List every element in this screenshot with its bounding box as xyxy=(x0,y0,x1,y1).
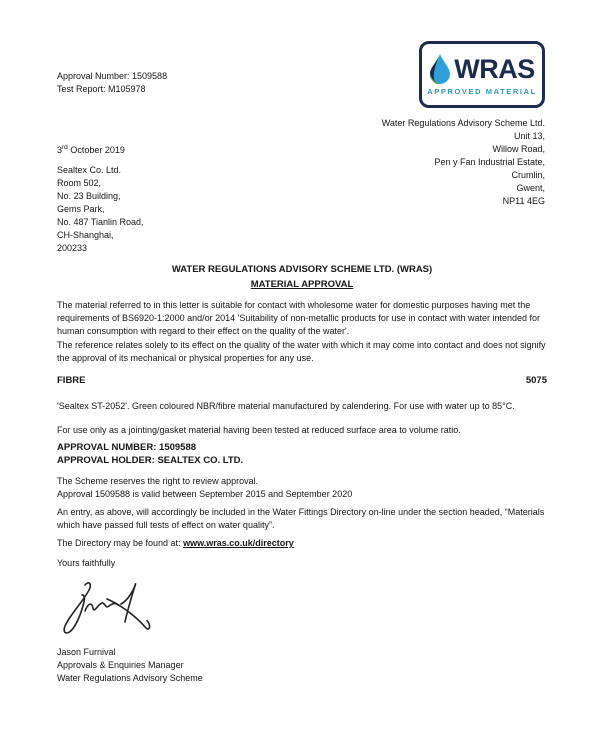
material-description: 'Sealtex ST-2052'. Green coloured NBR/fibre material manufactured by calendering. For use with water up to 85°C. xyxy=(57,401,515,411)
material-row xyxy=(57,374,547,387)
wras-approved-material-logo xyxy=(419,41,545,108)
closing-salutation: Yours faithfully xyxy=(57,558,116,568)
review-rights-line: The Scheme reserves the right to review approval. xyxy=(57,476,259,486)
title-line-1: WATER REGULATIONS ADVISORY SCHEME LTD. (WRAS) xyxy=(171,264,433,275)
sender-address-line: NP11 4EG xyxy=(502,196,545,206)
recipient-address-line: 200233 xyxy=(57,243,88,253)
water-drop-icon xyxy=(429,53,451,85)
approval-block xyxy=(57,441,243,467)
sender-address xyxy=(382,117,545,208)
approval-holder-bold-line: APPROVAL HOLDER: SEALTEX CO. LTD. xyxy=(57,455,244,466)
sender-address-line: Pen y Fan Industrial Estate, xyxy=(434,157,545,167)
recipient-address-line: Sealtex Co. Ltd. xyxy=(57,165,122,175)
recipient-address-line: Room 502, xyxy=(57,178,102,188)
sender-address-line: Crumlin, xyxy=(511,170,545,180)
sender-address-line: Unit 13, xyxy=(513,131,545,141)
approval-number-line: Approval Number: 1509588 xyxy=(57,71,168,81)
signatory-title: Approvals & Enquiries Manager xyxy=(57,660,184,670)
approval-number-bold-line: APPROVAL NUMBER: 1509588 xyxy=(57,442,197,453)
test-report-line: Test Report: M105978 xyxy=(57,84,146,94)
signatory-name: Jason Furnival xyxy=(57,647,116,657)
recipient-address xyxy=(57,164,144,255)
material-name: FIBRE xyxy=(57,375,86,386)
logo-brand-text: WRAS xyxy=(454,53,535,84)
title-line-2: MATERIAL APPROVAL xyxy=(250,279,354,290)
directory-url-link[interactable]: www.wras.co.uk/directory xyxy=(183,538,294,548)
signatory-org: Water Regulations Advisory Scheme xyxy=(57,673,203,683)
recipient-address-line: Gems Park, xyxy=(57,204,105,214)
recipient-address-line: CH-Shanghai, xyxy=(57,230,114,240)
material-usage-note: For use only as a jointing/gasket material having been tested at reduced surface area to volume ratio. xyxy=(57,425,461,435)
directory-prefix: The Directory may be found at: xyxy=(57,538,181,548)
date-day: 3 xyxy=(57,145,63,155)
validity-line: Approval 1509588 is valid between September 2015 and September 2020 xyxy=(57,489,353,499)
signature-image xyxy=(55,578,159,640)
sender-address-line: Willow Road, xyxy=(492,144,545,154)
date-rest: October 2019 xyxy=(70,145,125,155)
logo-tagline-text: APPROVED MATERIAL xyxy=(427,87,537,96)
letter-date xyxy=(57,144,125,157)
recipient-address-line: No. 23 Building, xyxy=(57,191,121,201)
review-block xyxy=(57,475,352,501)
letter-title xyxy=(0,262,604,292)
sender-address-line: Gwent, xyxy=(516,183,545,193)
signatory-block xyxy=(57,646,203,685)
reference-block xyxy=(57,70,167,96)
logo-row xyxy=(429,53,535,85)
directory-entry-paragraph: An entry, as above, will accordingly be included in the Water Fittings Directory on-line under the section headed, “Materials which have passed full tests of effect on water quality”. xyxy=(57,507,545,530)
sender-address-line: Water Regulations Advisory Scheme Ltd. xyxy=(381,118,545,128)
directory-link-line xyxy=(57,537,294,550)
recipient-address-line: No. 487 Tianlin Road, xyxy=(57,217,144,227)
date-ordinal-suffix: rd xyxy=(62,144,68,151)
body-paragraph-1: The material referred to in this letter is suitable for contact with wholesome water for domestic purposes having met the requirements of BS6920-1:2000 and/or 2014 'Suitability of non-metallic products for use in contact with water intended for human consumption with regard to their effect on the quality of the water'. xyxy=(57,300,540,336)
material-code: 5075 xyxy=(525,375,547,386)
body-paragraph-2: The reference relates solely to its effect on the quality of the water with which it may come into contact and does not signify the approval of its mechanical or physical properties for any use. xyxy=(57,340,546,363)
